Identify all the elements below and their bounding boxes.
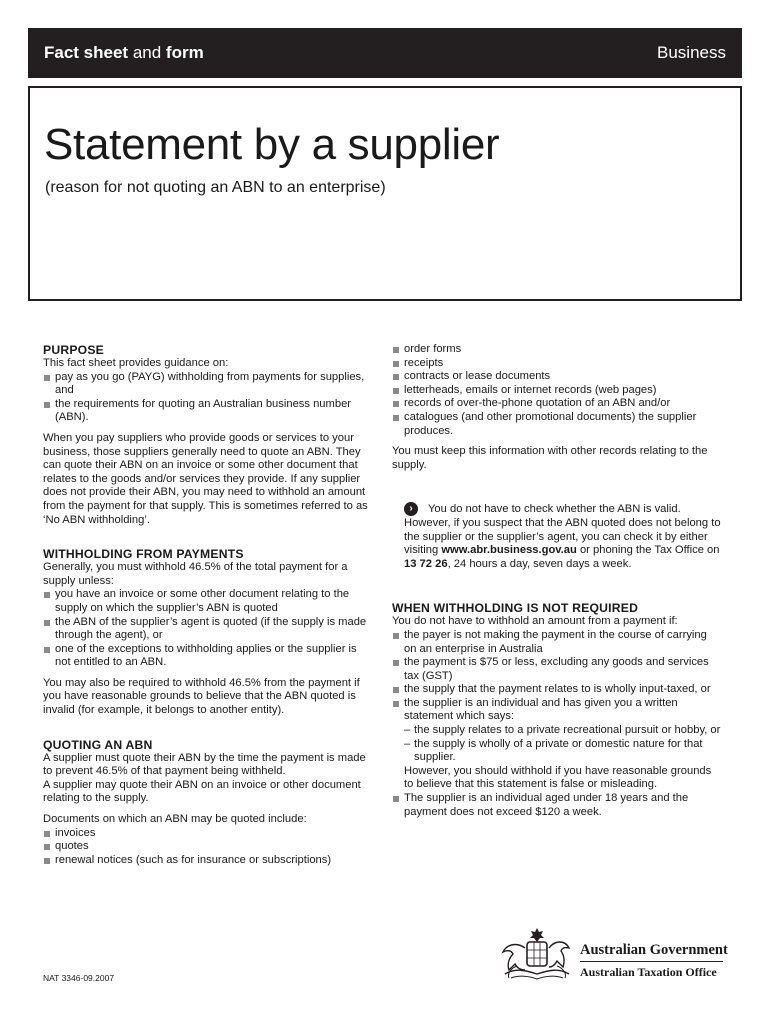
withholding-paragraph: You may also be required to withhold 46.5% from the payment if you have reasonable grounds to believe that the ABN quoted is invalid (for example, it belongs to another entity).: [43, 676, 360, 717]
list-item: [392, 724, 722, 738]
document-types-list: [392, 343, 722, 438]
dash-item-text: the supply is wholly of a private or domestic nature for that supplier.: [414, 737, 703, 764]
withholding-heading: WITHHOLDING FROM PAYMENTS: [43, 547, 244, 562]
quoting-paragraph-2: A supplier may quote their ABN on an invoice or other document relating to the supply.: [43, 778, 361, 805]
list-item: the payer is not making the payment in the course of carrying on an enterprise in Australia: [392, 629, 722, 656]
ato-text: Australian Taxation Office: [580, 965, 717, 979]
list-item: records of over-the-phone quotation of an ABN and/or: [392, 397, 722, 411]
purpose-intro: This fact sheet provides guidance on:: [43, 357, 229, 369]
list-item: you have an invoice or some other document relating to the supply on which the supplier’s ABN is quoted: [43, 588, 375, 615]
list-item: contracts or lease documents: [392, 370, 722, 384]
callout-text-2: or phoning the Tax Office on: [576, 544, 720, 557]
list-item: pay as you go (PAYG) withholding from payments for supplies, and: [43, 371, 375, 398]
list-item: order forms: [392, 343, 722, 357]
dash-mark: –: [404, 724, 411, 737]
purpose-heading: PURPOSE: [43, 343, 104, 357]
list-item: [392, 738, 722, 765]
chevron-right-circle-icon: ›: [404, 502, 418, 516]
commonwealth-coat-of-arms-icon: [497, 926, 577, 986]
header-category: Business: [657, 43, 726, 62]
list-item: quotes: [43, 840, 375, 854]
list-item: The supplier is an individual aged under 18 years and the payment does not exceed $120 a week.: [392, 792, 722, 819]
list-item: receipts: [392, 357, 722, 371]
purpose-paragraph: When you pay suppliers who provide goods or services to your business, those suppliers generally need to quote an ABN. They can quote their ABN on an invoice or some other document that relates to the goods and/or services they provide. If any supplier does not provide their ABN, you may need to withhold an amount from the payment for that supply. This is sometimes referred to as ‘No ABN withholding’.: [43, 431, 368, 526]
page-title: Statement by a supplier: [44, 120, 500, 169]
withholding-list: [43, 588, 375, 670]
quoting-heading: QUOTING AN ABN: [43, 737, 153, 752]
list-item: the supply that the payment relates to is wholly input-taxed, or: [392, 683, 722, 697]
left-column: [43, 343, 375, 867]
government-logo-text: [580, 942, 728, 979]
records-paragraph: You must keep this information with other records relating to the supply.: [392, 445, 708, 471]
not-required-intro: You do not have to withhold an amount from a payment if:: [392, 615, 678, 628]
logo-divider: [580, 961, 723, 962]
not-required-heading: WHEN WITHHOLDING IS NOT REQUIRED: [392, 601, 639, 616]
header-bar: [28, 28, 742, 78]
list-item: letterheads, emails or internet records (web pages): [392, 384, 722, 398]
list-item: invoices: [43, 827, 375, 841]
not-required-list: [392, 629, 722, 765]
dash-item-text: the supply relates to a private recreational pursuit or hobby, or: [414, 724, 721, 737]
list-item: the supplier is an individual and has given you a written statement which says:: [392, 697, 722, 724]
quoting-paragraph-1: A supplier must quote their ABN by the time the payment is made to prevent 46.5% of that payment being withheld.: [43, 751, 366, 778]
purpose-list: [43, 371, 375, 425]
callout-body: [404, 517, 722, 571]
callout-heading: You do not have to check whether the ABN is valid.: [428, 503, 681, 516]
list-item: the payment is $75 or less, excluding any goods and services tax (GST): [392, 656, 722, 683]
quoting-paragraph-3: Documents on which an ABN may be quoted include:: [43, 813, 307, 826]
right-column: [392, 343, 722, 819]
list-item: the requirements for quoting an Australian business number (ABN).: [43, 398, 375, 425]
list-item: the ABN of the supplier’s agent is quoted (if the supply is made through the agent), or: [43, 616, 375, 643]
abn-check-callout: [392, 503, 722, 571]
list-item: catalogues (and other promotional documents) the supplier produces.: [392, 411, 722, 438]
page-subtitle: (reason for not quoting an ABN to an enterprise): [45, 179, 386, 196]
header-fact-sheet: Fact sheet: [44, 43, 129, 62]
however-paragraph: However, you should withhold if you have reasonable grounds to believe that this statement is false or misleading.: [404, 764, 712, 791]
abr-website-link[interactable]: www.abr.business.gov.au: [441, 544, 577, 557]
list-item: renewal notices (such as for insurance or subscriptions): [43, 854, 375, 868]
list-item: one of the exceptions to withholding applies or the supplier is not entitled to an ABN.: [43, 643, 375, 670]
tax-office-phone: 13 72 26: [404, 557, 448, 570]
header-and: and: [128, 43, 166, 62]
withholding-intro: Generally, you must withhold 46.5% of the total payment for a supply unless:: [43, 561, 348, 587]
dash-mark: –: [404, 737, 411, 750]
title-box: [28, 86, 742, 301]
header-document-type: [44, 43, 204, 63]
not-required-list-2: [392, 792, 722, 819]
header-form: form: [165, 43, 204, 62]
quoting-list: [43, 827, 375, 868]
australian-government-text: Australian Government: [580, 942, 728, 958]
callout-text-3: , 24 hours a day, seven days a week.: [447, 557, 632, 570]
callout-text-1: However, if you suspect that the ABN quoted does not belong to the supplier or the supplier’s agent, you can check it by either visiting: [404, 516, 721, 557]
nat-number: NAT 3346-09.2007: [43, 973, 115, 983]
